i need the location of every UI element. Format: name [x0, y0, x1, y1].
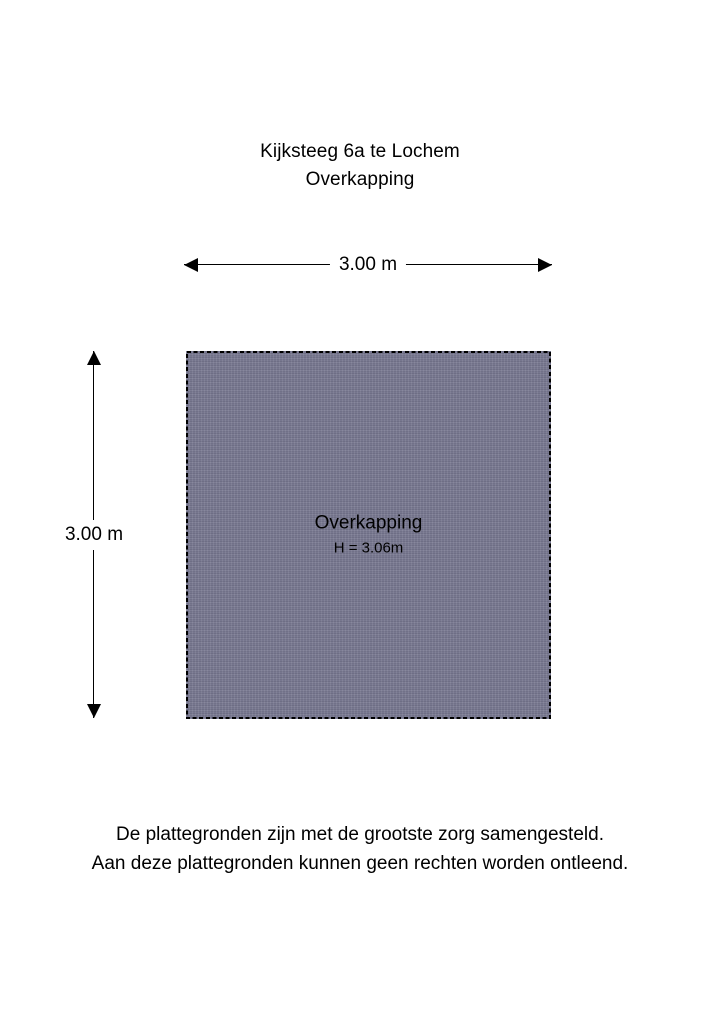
horizontal-dimension-label: 3.00 m [330, 252, 406, 278]
arrow-up-icon [87, 351, 101, 365]
room-height-label: H = 3.06m [333, 539, 404, 557]
footer-disclaimer [0, 820, 720, 878]
footer-line-1: De plattegronden zijn met de grootste zorg samengesteld. [116, 824, 604, 845]
room-shape-overkapping [186, 351, 551, 719]
title-line-subject: Overkapping [305, 169, 415, 190]
room-label-group [186, 511, 551, 560]
vertical-dimension [64, 351, 124, 718]
page-title [0, 138, 720, 194]
room-name-label: Overkapping [314, 512, 423, 534]
arrow-down-icon [87, 704, 101, 718]
footer-line-2: Aan deze plattegronden kunnen geen rechten worden ontleend. [91, 853, 629, 874]
horizontal-dimension [184, 252, 552, 278]
title-line-address: Kijksteeg 6a te Lochem [260, 141, 460, 162]
arrow-left-icon [184, 258, 198, 272]
arrow-right-icon [538, 258, 552, 272]
vertical-dimension-label: 3.00 m [65, 520, 123, 550]
